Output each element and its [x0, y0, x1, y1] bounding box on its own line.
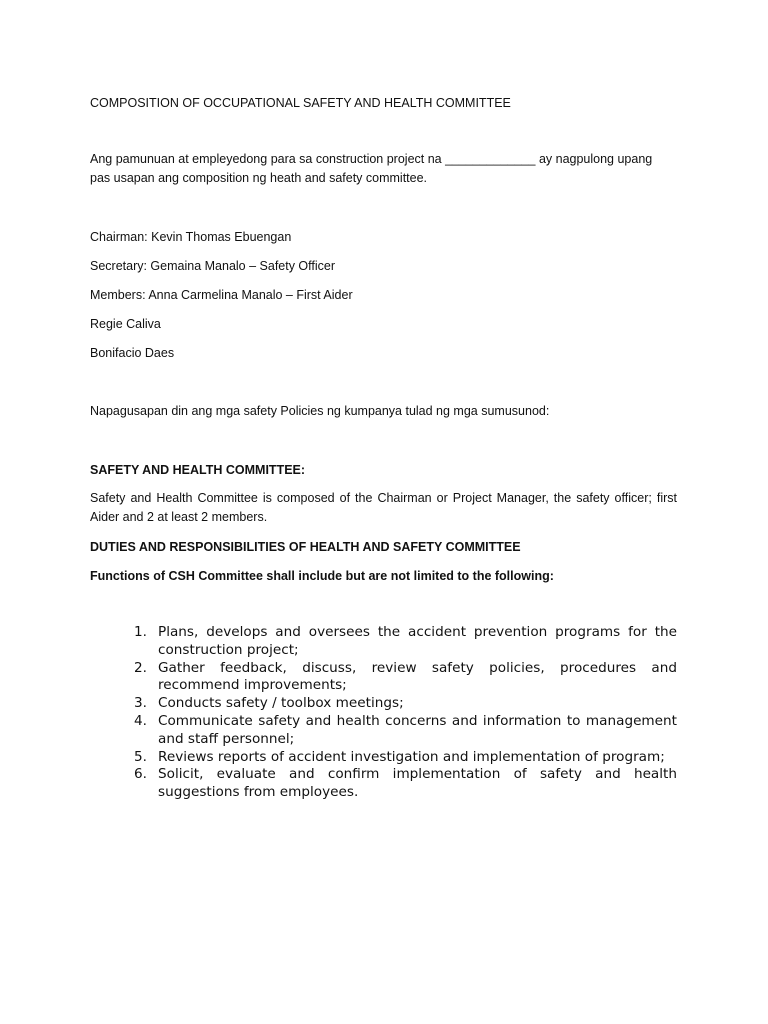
function-item-2: Gather feedback, discuss, review safety policies, procedures and recommend improvements;: [158, 659, 677, 694]
function-item-6: Solicit, evaluate and confirm implementation of safety and health suggestions from employees.: [158, 766, 677, 801]
function-item-5: Reviews reports of accident investigation and implementation of program;: [158, 748, 665, 765]
function-item-1: Plans, develops and oversees the accident prevention programs for the construction project;: [158, 624, 677, 658]
chairman-line: Chairman: Kevin Thomas Ebuengan: [90, 230, 292, 244]
function-item-3: Conducts safety / toolbox meetings;: [158, 695, 404, 712]
intro-paragraph: Ang pamunuan at empleyedong para sa construction project na _____________ ay nagpulong upang pas usapan ang composition ng heath and safety committee.: [90, 152, 653, 185]
members-line: Members: Anna Carmelina Manalo – First Aider: [90, 288, 353, 302]
member-regie-caliva: Regie Caliva: [90, 317, 161, 331]
secretary-line: Secretary: Gemaina Manalo – Safety Officer: [90, 259, 336, 273]
document-title: COMPOSITION OF OCCUPATIONAL SAFETY AND HEALTH COMMITTEE: [90, 96, 511, 110]
member-bonifacio-daes: Bonifacio Daes: [90, 346, 175, 360]
function-item-4: Communicate safety and health concerns and information to management and staff personnel;: [158, 712, 677, 747]
duties-heading: DUTIES AND RESPONSIBILITIES OF HEALTH AND SAFETY COMMITTEE: [90, 540, 521, 554]
functions-heading: Functions of CSH Committee shall include but are not limited to the following:: [90, 569, 554, 583]
policies-intro: Napagusapan din ang mga safety Policies ng kumpanya tulad ng mga sumusunod:: [90, 404, 550, 418]
committee-description: Safety and Health Committee is composed of the Chairman or Project Manager, the safety officer; first Aider and 2 at least 2 members.: [90, 491, 677, 524]
functions-list: [158, 624, 677, 802]
committee-heading: SAFETY AND HEALTH COMMITTEE:: [90, 463, 306, 477]
